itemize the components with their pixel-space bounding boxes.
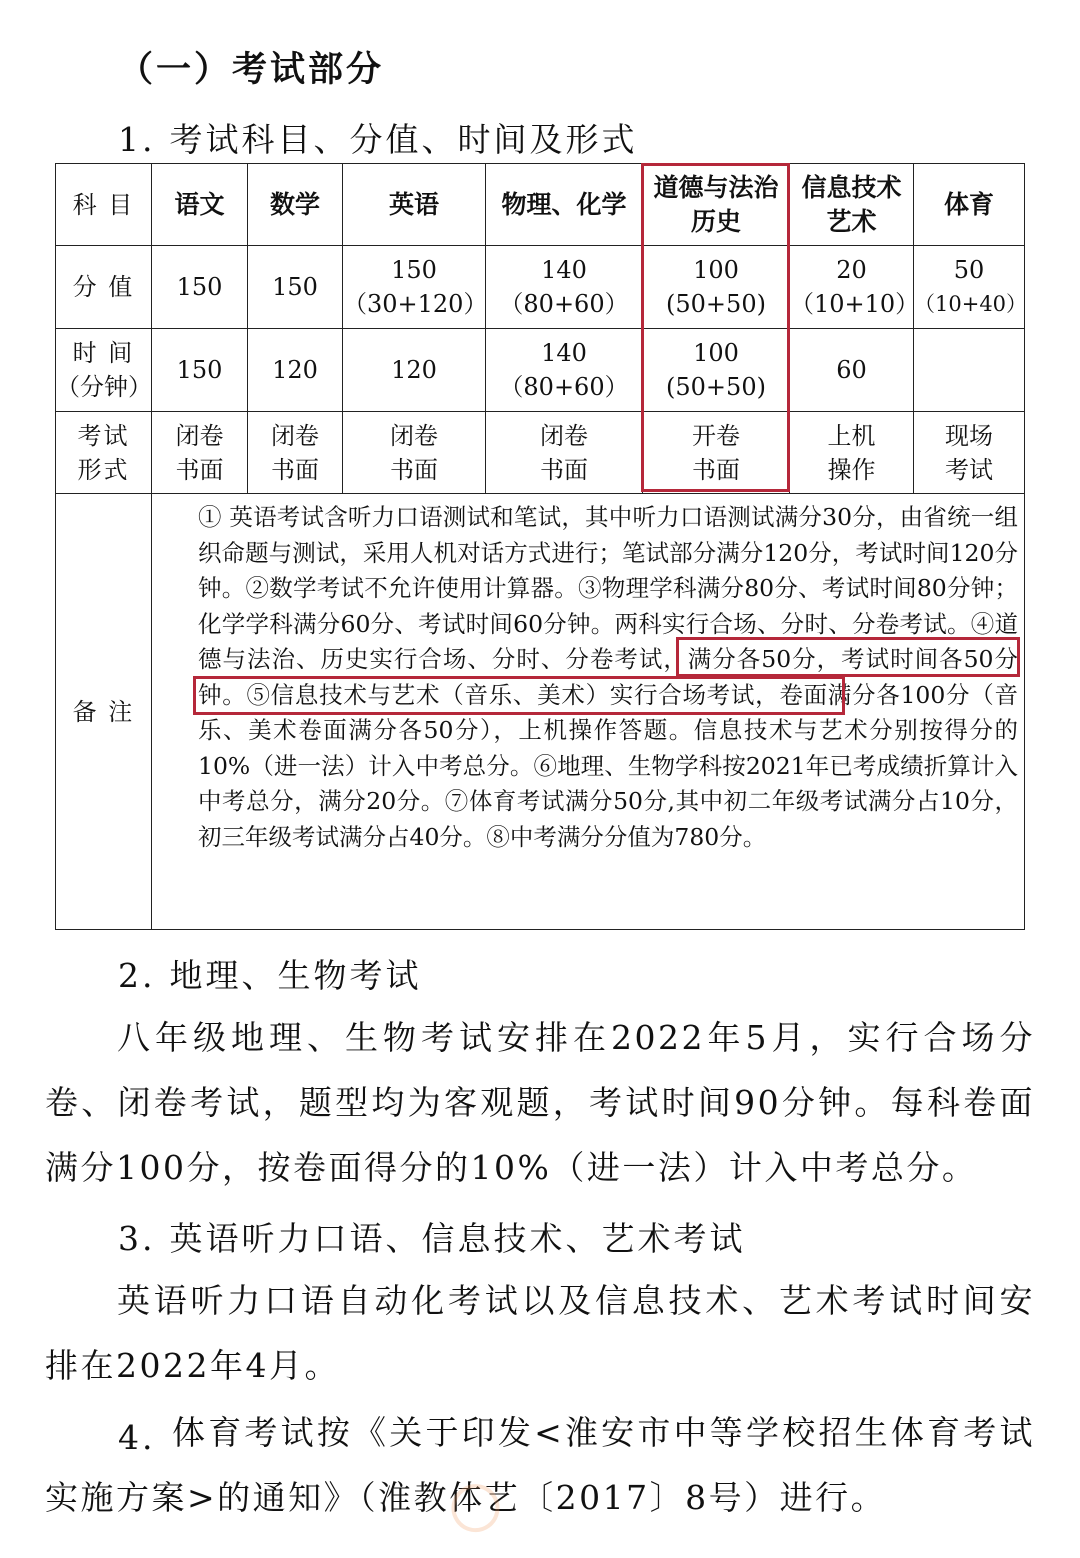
time-cell: 120 [248, 329, 343, 412]
score-cell: 150 [152, 246, 248, 329]
row-label-form: 考试 形式 [56, 412, 152, 494]
score-cell: 20 （10+10） [790, 246, 914, 329]
row-label-remark: 备 注 [56, 494, 152, 930]
subsection-4-number: 4. [118, 1418, 156, 1457]
row-label-score: 分 值 [56, 246, 152, 329]
subsection-2-body: 八年级地理、生物考试安排在2022年5月，实行合场分卷、闭卷考试，题型均为客观题，考试时间90分钟。每科卷面满分100分，按卷面得分的10%（进一法）计入中考总分。 [45, 1018, 1035, 1187]
subject-cell: 体育 [914, 164, 1025, 246]
score-cell: 100 (50+50) [643, 246, 790, 329]
time-cell [914, 329, 1025, 412]
subject-cell: 物理、化学 [486, 164, 643, 246]
subject-cell: 英语 [343, 164, 486, 246]
form-cell: 闭卷 书面 [248, 412, 343, 494]
form-cell: 上机 操作 [790, 412, 914, 494]
time-cell: 100 (50+50) [643, 329, 790, 412]
subject-cell: 道德与法治 历史 [643, 164, 790, 246]
subsection-2-number: 2. [118, 956, 156, 995]
form-cell: 闭卷 书面 [343, 412, 486, 494]
subsection-3-title: 英语听力口语、信息技术、艺术考试 [169, 1219, 746, 1258]
subsection-1-number: 1. [118, 120, 156, 159]
form-cell: 闭卷 书面 [152, 412, 248, 494]
subsection-3-number: 3. [118, 1219, 156, 1258]
remarks-cell [152, 494, 1025, 930]
subsection-2-heading [118, 950, 422, 997]
row-label-subject: 科 目 [56, 164, 152, 246]
form-cell: 现场 考试 [914, 412, 1025, 494]
table-row-remarks [56, 494, 1025, 930]
subsection-3-body: 英语听力口语自动化考试以及信息技术、艺术考试时间安排在2022年4月。 [45, 1281, 1035, 1385]
time-cell: 60 [790, 329, 914, 412]
time-cell: 140 （80+60） [486, 329, 643, 412]
score-cell: 140 （80+60） [486, 246, 643, 329]
score-cell: 150 [248, 246, 343, 329]
remarks-text: ① 英语考试含听力口语测试和笔试，其中听力口语测试满分30分，由省统一组织命题与测试，采用人机对话方式进行；笔试部分满分120分，考试时间120分钟。②数学考试不允许使用计算器。③物理学科满分80分、考试时间80分钟；化学学科满分60分、考试时间60分钟。两科实行合场、分时、分卷考试。④道德与法治、历史实行合场、分时、分卷考试，满分各50分，考试时间各50分钟。⑤信息技术与艺术（音乐、美术）实行合场考试，卷面满分各100分（音乐、美术卷面满分各50分），上机操作答题。信息技术与艺术分别按得分的10%（进一法）计入中考总分。⑥地理、生物学科按2021年已考成绩折算计入中考总分，满分20分。⑦体育考试满分50分,其中初二年级考试满分占10分，初三年级考试满分占40分。⑧中考满分分值为780分。 [198, 503, 1018, 851]
row-label-time: 时 间 （分钟） [56, 329, 152, 412]
subject-cell: 语文 [152, 164, 248, 246]
form-cell: 开卷 书面 [643, 412, 790, 494]
form-cell: 闭卷 书面 [486, 412, 643, 494]
subsection-4-body: 体育考试按《关于印发<淮安市中等学校招生体育考试实施方案>的通知》（淮教体艺〔2017〕8号）进行。 [45, 1413, 1035, 1517]
time-cell: 150 [152, 329, 248, 412]
time-cell: 120 [343, 329, 486, 412]
table-row-forms [56, 412, 1025, 494]
subject-cell: 数学 [248, 164, 343, 246]
table-row-subjects [56, 164, 1025, 246]
score-cell: 150 （30+120） [343, 246, 486, 329]
watermark-circle-icon [442, 1475, 509, 1542]
subsection-1-title: 考试科目、分值、时间及形式 [169, 120, 638, 159]
subject-cell: 信息技术 艺术 [790, 164, 914, 246]
table-row-times [56, 329, 1025, 412]
table-row-scores [56, 246, 1025, 329]
score-cell: 50 （10+40） [914, 246, 1025, 329]
subsection-2-title: 地理、生物考试 [169, 956, 422, 995]
section-title: （一）考试部分 [118, 49, 385, 90]
exam-table [55, 163, 1028, 930]
subsection-3-heading [118, 1213, 746, 1260]
subsection-1-heading [118, 114, 638, 161]
